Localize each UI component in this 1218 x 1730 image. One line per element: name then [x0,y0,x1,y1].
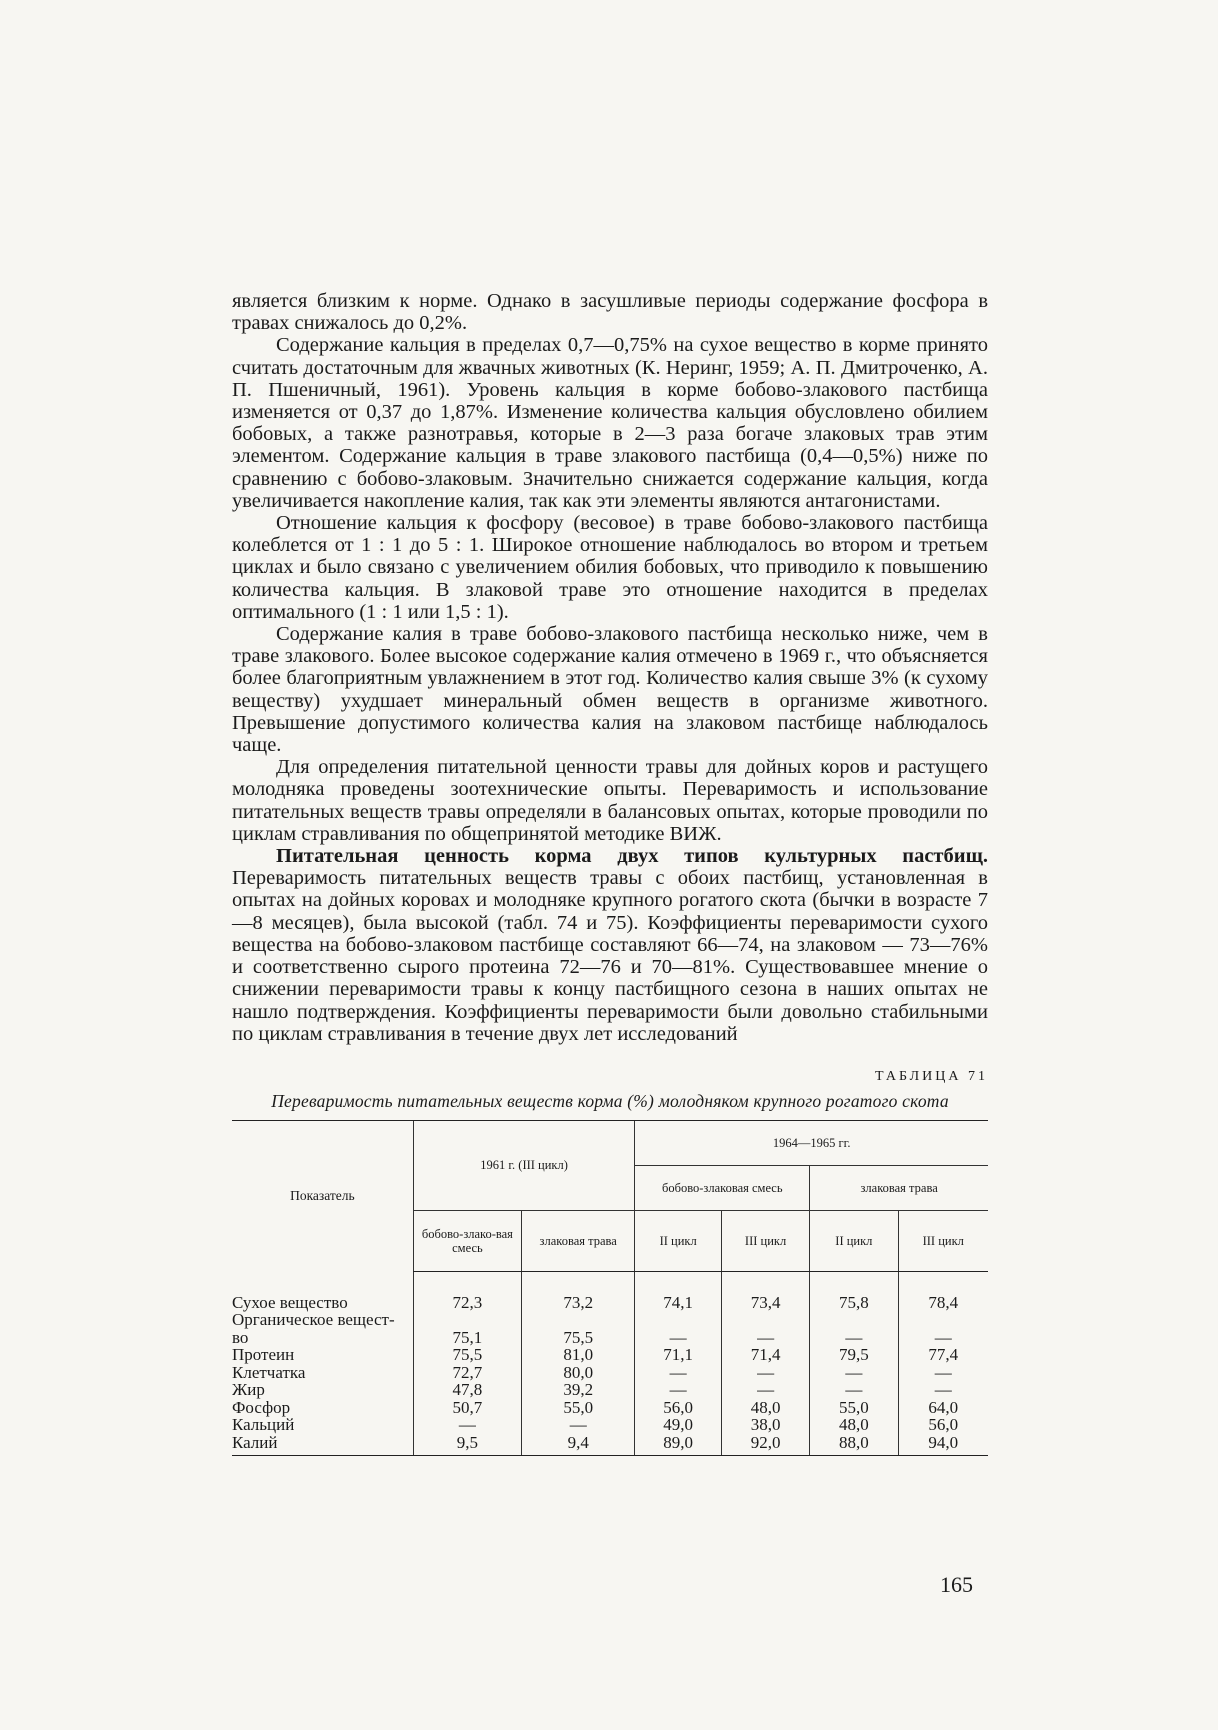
table-cell: 56,0 [635,1399,722,1417]
table-cell: 79,5 [810,1346,898,1364]
table-cell: 72,7 [413,1364,521,1382]
table-cell: 56,0 [898,1416,988,1434]
body-text [232,290,988,1045]
table-cell: 81,0 [522,1346,635,1364]
header-1964-1965: 1964—1965 гг. [635,1120,988,1165]
page-number: 165 [940,1572,973,1597]
paragraph: Для определения питательной ценности травы для дойных коров и растущего молодняка проведены зоотехнические опыты. Переваримость и использование питательных веществ травы определяли в балансовых опытах, которые проводили по циклам стравливания по общепринятой методике ВИЖ. [232,756,988,845]
table-cell: 78,4 [898,1294,988,1312]
table-cell: — [810,1329,898,1347]
row-label: Сухое вещество [232,1292,348,1312]
table-cell: — [635,1381,722,1399]
table-cell: 74,1 [635,1294,722,1312]
table-row [232,1399,988,1417]
row-label: во [232,1327,249,1347]
header-mix-cycle2: II цикл [635,1210,722,1271]
table-cell: 80,0 [522,1364,635,1382]
row-label: Клетчатка [232,1362,306,1382]
table-row [232,1381,988,1399]
section-heading: Питательная ценность корма двух типов культурных пастбищ. [276,845,988,868]
table-cell: — [635,1329,722,1347]
table-cell: 50,7 [413,1399,521,1417]
table-cell: 48,0 [721,1399,809,1417]
table-cell: — [898,1329,988,1347]
header-grass-cycle3: III цикл [898,1210,988,1271]
table-cell: 75,1 [413,1329,521,1347]
header-mix-cycle3: III цикл [721,1210,809,1271]
table-cell: 92,0 [721,1434,809,1456]
table-cell: 55,0 [522,1399,635,1417]
table-body [232,1271,988,1456]
table-row [232,1364,988,1382]
table-cell: — [522,1416,635,1434]
table-cell: 48,0 [810,1416,898,1434]
table-cell: — [413,1416,521,1434]
paragraph-text: Переваримость питательных веществ травы с обоих пастбищ, установленная в опытах на дойных коровах и молодняке крупного рогатого скота (бычки в возрасте 7—8 месяцев), была высокой (табл. 74 и 75). Коэффициенты переваримости сухого вещества на бобово-злаковом пастбище составляют 66—74, на злаковом — 73—76% и соответственно сырого протеина 72—76 и 70—81%. Существовавшее мнение о снижении переваримости травы к концу пастбищного сезона в наших опытах не нашло подтверждения. Коэффициенты переваримости были довольно стабильными по циклам стравливания в течение двух лет исследований [232,867,988,1045]
paragraph: Отношение кальция к фосфору (весовое) в траве бобово-злакового пастбища колеблется от 1 : 1 до 5 : 1. Широкое отношение наблюдалось во втором и третьем циклах и было связано с увеличением обилия бобовых, что приводило к повышению количества кальция. В злаковой траве это отношение находится в пределах оптимального (1 : 1 или 1,5 : 1). [232,512,988,623]
table-cell: — [721,1381,809,1399]
table-cell: 47,8 [413,1381,521,1399]
table-cell: 64,0 [898,1399,988,1417]
table-cell: 88,0 [810,1434,898,1456]
table-row [232,1346,988,1364]
table-cell: 72,3 [413,1294,521,1312]
table-cell: — [721,1329,809,1347]
table-cell [898,1311,988,1329]
table-cell: 89,0 [635,1434,722,1456]
table-cell: 49,0 [635,1416,722,1434]
table-cell: 39,2 [522,1381,635,1399]
table-cell: — [898,1381,988,1399]
table-cell [721,1311,809,1329]
table-row [232,1294,988,1312]
header-grass-cycle2: II цикл [810,1210,898,1271]
row-label: Калий [232,1434,413,1456]
table-cell: 73,2 [522,1294,635,1312]
table-label: ТАБЛИЦА 71 [875,1068,988,1084]
table-cell: 38,0 [721,1416,809,1434]
table-cell [810,1311,898,1329]
table-cell: — [810,1381,898,1399]
table-cell: — [721,1364,809,1382]
table-cell: — [898,1364,988,1382]
table-cell: 55,0 [810,1399,898,1417]
table-cell: 9,4 [522,1434,635,1456]
header-indicator: Показатель [232,1120,413,1271]
table-cell: 75,5 [413,1346,521,1364]
header-mix: бобово-злаковая смесь [635,1165,810,1210]
table-cell: 94,0 [898,1434,988,1456]
table-cell: 75,5 [522,1329,635,1347]
table-row [232,1434,988,1456]
row-label: Жир [232,1380,265,1400]
table-cell: — [635,1364,722,1382]
paragraph: является близким к норме. Однако в засушливые периоды содержание фосфора в травах снижалось до 0,2%. [232,290,988,335]
table-row [232,1416,988,1434]
table-cell: 77,4 [898,1346,988,1364]
paragraph: Содержание калия в траве бобово-злакового пастбища несколько ниже, чем в траве злакового. Более высокое содержание калия отмечено в 1969 г., что объясняется более благоприятным увлажнением в этот год. Количество калия свыше 3% (к сухому веществу) ухудшает минеральный обмен веществ в организме животного. Превышение допустимого количества калия на злаковом пастбище наблюдалось чаще. [232,623,988,757]
table-cell: — [810,1364,898,1382]
table-cell: 75,8 [810,1294,898,1312]
page-content [232,290,988,1456]
table-row [232,1329,988,1347]
table-cell [522,1311,635,1329]
table-cell: 71,4 [721,1346,809,1364]
header-mix-1961: бобово-злако-вая смесь [413,1210,521,1271]
row-label: Фосфор [232,1397,291,1417]
row-label: Кальций [232,1415,295,1435]
table-cell [413,1311,521,1329]
digestibility-table [232,1120,988,1457]
table-cell: 73,4 [721,1294,809,1312]
table-cell: 9,5 [413,1434,521,1456]
row-label: Протеин [232,1345,295,1365]
header-grass-1961: злаковая трава [522,1210,635,1271]
table-cell [635,1311,722,1329]
row-label: Органическое вещест- [232,1310,395,1330]
table-cell: 71,1 [635,1346,722,1364]
table-caption: Переваримость питательных веществ корма (%) молодняком крупного рогатого скота [271,1090,949,1111]
paragraph [232,845,988,1045]
paragraph: Содержание кальция в пределах 0,7—0,75% на сухое вещество в корме принято считать достаточным для жвачных животных (К. Неринг, 1959; А. П. Дмитроченко, А. П. Пшеничный, 1961). Уровень кальция в корме бобово-злакового пастбища изменяется от 0,37 до 1,87%. Изменение количества кальция обусловлено обилием бобовых, а также разнотравья, которые в 2—3 раза богаче злаковых трав этим элементом. Содержание кальция в траве злакового пастбища (0,4—0,5%) ниже по сравнению с бобово-злаковым. Значительно снижается содержание кальция, когда увеличивается накопление калия, так как эти элементы являются антагонистами. [232,334,988,512]
table-row [232,1311,988,1329]
header-grass: злаковая трава [810,1165,988,1210]
header-1961: 1961 г. (III цикл) [413,1120,635,1210]
